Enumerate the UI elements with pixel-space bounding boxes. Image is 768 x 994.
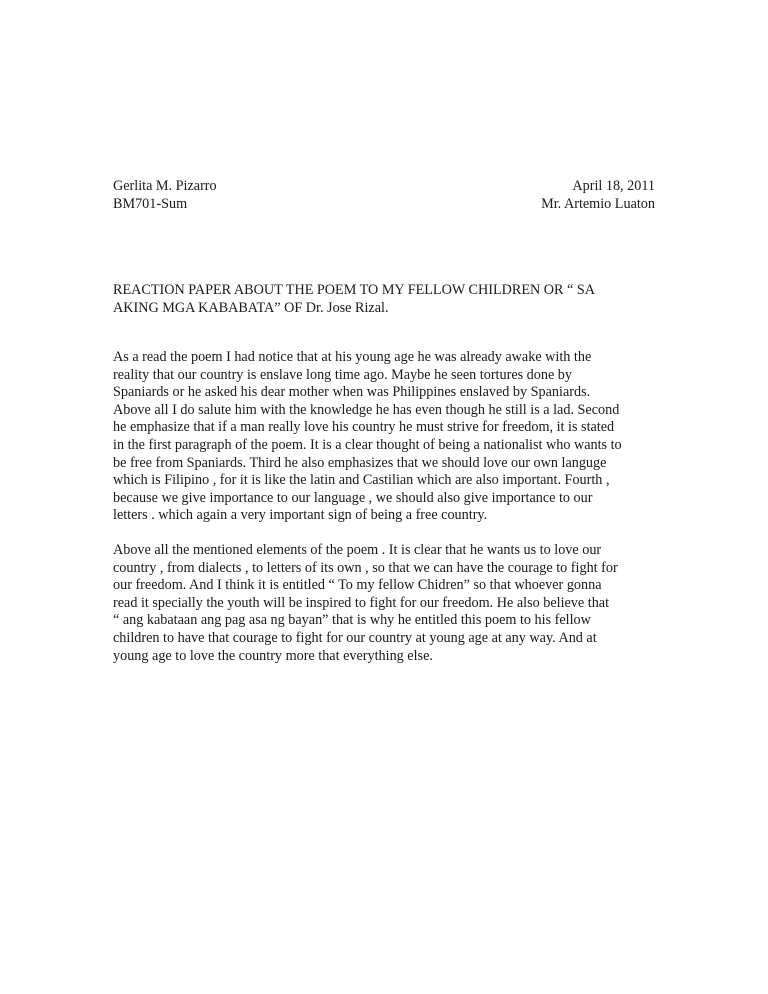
header-row-2 (113, 195, 655, 213)
text-line: “ ang kabataan ang pag asa ng bayan” that is why he entitled this poem to his fellow (113, 612, 591, 629)
text-line: our freedom. And I think it is entitled “ To my fellow Chidren” so that whoever gonna (113, 577, 602, 594)
document-header (113, 177, 655, 213)
text-line: As a read the poem I had notice that at his young age he was already awake with the (113, 349, 592, 365)
document-body (113, 349, 658, 682)
text-line: read it specially the youth will be inspired to fight for our freedom. He also believe that (113, 594, 610, 611)
author-name: Gerlita M. Pizarro (113, 178, 217, 194)
paragraph-2 (113, 542, 658, 665)
text-line: be free from Spaniards. Third he also emphasizes that we should love our own languge (113, 454, 607, 471)
text-line: because we give importance to our language , we should also give importance to our (113, 489, 593, 506)
text-line: children to have that courage to fight for our country at young age at any way. And at (113, 629, 597, 646)
course-code: BM701-Sum (113, 196, 188, 212)
text-line: Spaniards or he asked his dear mother when was Philippines enslaved by Spaniards. (113, 384, 591, 401)
document-date: April 18, 2011 (572, 178, 655, 194)
text-line: letters . which again a very important sign of being a free country. (113, 507, 488, 524)
title-line: AKING MGA KABABATA” OF Dr. Jose Rizal. (113, 300, 389, 316)
header-row-1 (113, 177, 655, 195)
instructor-name: Mr. Artemio Luaton (541, 196, 655, 212)
title-line: REACTION PAPER ABOUT THE POEM TO MY FELLOW CHILDREN OR “ SA (113, 282, 596, 298)
text-line: Above all I do salute him with the knowledge he has even though he still is a lad. Second (113, 401, 620, 418)
text-line: reality that our country is enslave long time ago. Maybe he seen tortures done by (113, 366, 572, 383)
paragraph-1 (113, 349, 658, 525)
text-line: which is Filipino , for it is like the latin and Castilian which are also important. Fourth , (113, 472, 610, 489)
text-line: in the first paragraph of the poem. It is a clear thought of being a nationalist who wants to (113, 436, 622, 453)
text-line: Above all the mentioned elements of the poem . It is clear that he wants us to love our (113, 541, 602, 558)
text-line: he emphasize that if a man really love his country he must strive for freedom, it is stated (113, 419, 615, 436)
text-line: country , from dialects , to letters of its own , so that we can have the courage to fight for (113, 559, 618, 576)
text-line: young age to love the country more that everything else. (113, 647, 433, 664)
document-title (113, 281, 658, 317)
